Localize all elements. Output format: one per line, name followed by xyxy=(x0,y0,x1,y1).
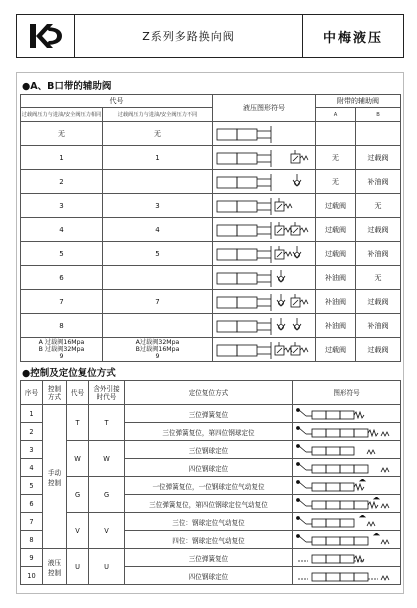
control-row xyxy=(21,405,401,423)
code-diff-cell xyxy=(103,266,213,290)
control-symbol-icon xyxy=(294,497,394,511)
code-cell: U xyxy=(67,549,89,585)
seq-cell: 7 xyxy=(21,513,43,531)
aux-a-header: A xyxy=(316,108,356,122)
control-symbol-cell xyxy=(293,567,401,585)
aux-a-cell: 补油阀 xyxy=(316,314,356,338)
document-title: Z系列多路换向阀 xyxy=(75,15,303,57)
control-symbol-cell xyxy=(293,405,401,423)
aux-valve-row xyxy=(21,170,401,194)
seq-cell: 9 xyxy=(21,549,43,567)
ext-code-cell: W xyxy=(89,441,125,477)
control-symbol-icon xyxy=(294,461,394,475)
method-cell: 三位弹簧复位，第四位钢球定位气动复位 xyxy=(125,495,293,513)
control-symbol-cell xyxy=(293,423,401,441)
control-method-table xyxy=(20,380,401,585)
control-symbol-icon xyxy=(294,569,394,583)
aux-b-cell: 补油阀 xyxy=(356,314,401,338)
ext-code-cell: G xyxy=(89,477,125,513)
symbol-cell xyxy=(213,290,316,314)
seq-cell: 10 xyxy=(21,567,43,585)
control-symbol-icon xyxy=(294,533,394,547)
code-diff-cell: 7 xyxy=(103,290,213,314)
code-diff-cell xyxy=(103,314,213,338)
code-diff-cell: A过载阀32Mpa B过载阀16Mpa 9 xyxy=(103,338,213,362)
code-same-cell: 8 xyxy=(21,314,103,338)
symbol-cell xyxy=(213,242,316,266)
aux-b-cell: 过载阀 xyxy=(356,218,401,242)
aux-a-cell: 补油阀 xyxy=(316,290,356,314)
symbol-cell xyxy=(213,194,316,218)
code-same-cell: 2 xyxy=(21,170,103,194)
hydraulic-symbol-icon xyxy=(215,124,311,144)
code-cell: G xyxy=(67,477,89,513)
control-symbol-cell xyxy=(293,513,401,531)
code-same-cell: 4 xyxy=(21,218,103,242)
code-header: 代号 xyxy=(67,381,89,405)
code-cell: V xyxy=(67,513,89,549)
hydraulic-symbol-icon xyxy=(215,340,311,360)
aux-a-cell: 过载阀 xyxy=(316,338,356,362)
control-symbol-cell xyxy=(293,477,401,495)
ext-code-cell: V xyxy=(89,513,125,549)
document-header xyxy=(16,14,404,58)
symbol-header: 图形符号 xyxy=(293,381,401,405)
hydraulic-symbol-icon xyxy=(215,292,311,312)
kd-logo-icon xyxy=(27,21,65,51)
seq-cell: 8 xyxy=(21,531,43,549)
aux-valve-table xyxy=(20,94,401,362)
seq-cell: 1 xyxy=(21,405,43,423)
method-cell: 三位钢球定位 xyxy=(125,441,293,459)
aux-a-cell: 补油阀 xyxy=(316,266,356,290)
hydraulic-symbol-icon xyxy=(215,220,311,240)
code-diff-cell: 无 xyxy=(103,122,213,146)
symbol-cell xyxy=(213,266,316,290)
code-cell: T xyxy=(67,405,89,441)
aux-b-cell: 无 xyxy=(356,194,401,218)
control-row xyxy=(21,549,401,567)
code-diff-cell: 4 xyxy=(103,218,213,242)
code-cell: W xyxy=(67,441,89,477)
code-diff-cell: 5 xyxy=(103,242,213,266)
section1-title: ●A、B口带的辅助阀 xyxy=(22,81,112,92)
aux-valve-row xyxy=(21,146,401,170)
aux-header: 附带的辅助阀 xyxy=(316,95,401,108)
aux-b-cell: 补油阀 xyxy=(356,242,401,266)
code-sub2-header: 过载阀压力与进油/安全阀压力不同 xyxy=(103,108,213,122)
aux-b-cell: 过载阀 xyxy=(356,338,401,362)
code-same-cell: 无 xyxy=(21,122,103,146)
hydraulic-symbol-icon xyxy=(215,172,311,192)
aux-a-cell: 过载阀 xyxy=(316,242,356,266)
aux-b-cell: 过载阀 xyxy=(356,146,401,170)
method-cell: 三位弹簧复位 xyxy=(125,549,293,567)
hydraulic-symbol-icon xyxy=(215,244,311,264)
control-symbol-icon xyxy=(294,479,394,493)
control-symbol-icon xyxy=(294,425,394,439)
aux-valve-row xyxy=(21,194,401,218)
control-method-cell: 液压 控制 xyxy=(43,549,67,585)
hydraulic-symbol-icon xyxy=(215,268,311,288)
code-diff-cell: 1 xyxy=(103,146,213,170)
control-symbol-cell xyxy=(293,459,401,477)
code-same-cell: 7 xyxy=(21,290,103,314)
ext-code-cell: T xyxy=(89,405,125,441)
hydraulic-symbol-icon xyxy=(215,196,311,216)
aux-valve-row xyxy=(21,266,401,290)
aux-b-cell xyxy=(356,122,401,146)
aux-valve-row xyxy=(21,122,401,146)
seq-cell: 6 xyxy=(21,495,43,513)
control-symbol-icon xyxy=(294,443,394,457)
hydraulic-symbol-icon xyxy=(215,148,311,168)
aux-a-cell: 过载阀 xyxy=(316,194,356,218)
aux-a-cell: 无 xyxy=(316,170,356,194)
aux-valve-row xyxy=(21,242,401,266)
aux-b-cell: 补油阀 xyxy=(356,170,401,194)
control-symbol-icon xyxy=(294,407,394,421)
control-row xyxy=(21,513,401,531)
logo-cell xyxy=(17,15,75,57)
control-symbol-icon xyxy=(294,551,394,565)
control-header: 控制 方式 xyxy=(43,381,67,405)
symbol-cell xyxy=(213,314,316,338)
aux-valve-row xyxy=(21,314,401,338)
control-method-cell: 手动 控制 xyxy=(43,405,67,549)
method-cell: 四位钢球定位 xyxy=(125,567,293,585)
seq-cell: 4 xyxy=(21,459,43,477)
code-diff-cell: 3 xyxy=(103,194,213,218)
aux-b-cell: 无 xyxy=(356,266,401,290)
symbol-cell xyxy=(213,170,316,194)
method-cell: 一位弹簧复位，一位钢球定位气动复位 xyxy=(125,477,293,495)
control-symbol-cell xyxy=(293,531,401,549)
aux-a-cell: 无 xyxy=(316,146,356,170)
method-cell: 三位：钢球定位气动复位 xyxy=(125,513,293,531)
code-same-cell: 3 xyxy=(21,194,103,218)
code-same-cell: 5 xyxy=(21,242,103,266)
seq-cell: 5 xyxy=(21,477,43,495)
control-row xyxy=(21,477,401,495)
code-header: 代号 xyxy=(21,95,213,108)
symbol-cell xyxy=(213,122,316,146)
aux-b-header: B xyxy=(356,108,401,122)
control-symbol-cell xyxy=(293,495,401,513)
section2-title: ●控制及定位复位方式 xyxy=(22,368,116,379)
aux-a-cell: 过载阀 xyxy=(316,218,356,242)
code-same-cell: 1 xyxy=(21,146,103,170)
control-symbol-cell xyxy=(293,549,401,567)
aux-valve-row xyxy=(21,218,401,242)
code-sub1-header: 过载阀压力与进油/安全阀压力相同 xyxy=(21,108,103,122)
control-symbol-icon xyxy=(294,515,394,529)
code-diff-cell xyxy=(103,170,213,194)
method-cell: 四位钢球定位 xyxy=(125,459,293,477)
control-symbol-cell xyxy=(293,441,401,459)
method-header: 定位复位方式 xyxy=(125,381,293,405)
aux-valve-row xyxy=(21,290,401,314)
code-same-cell: A 过载阀16Mpa B 过载阀32Mpa 9 xyxy=(21,338,103,362)
aux-valve-row xyxy=(21,338,401,362)
control-row xyxy=(21,441,401,459)
code-same-cell: 6 xyxy=(21,266,103,290)
method-cell: 三位弹簧复位，第四位钢球定位 xyxy=(125,423,293,441)
ext-code-header: 含外引接 时代号 xyxy=(89,381,125,405)
aux-b-cell: 过载阀 xyxy=(356,290,401,314)
seq-header: 序号 xyxy=(21,381,43,405)
brand-name: 中梅液压 xyxy=(322,30,383,46)
symbol-cell xyxy=(213,218,316,242)
method-cell: 四位：钢球定位气动复位 xyxy=(125,531,293,549)
symbol-header: 液压图形符号 xyxy=(213,95,316,122)
seq-cell: 3 xyxy=(21,441,43,459)
symbol-cell xyxy=(213,338,316,362)
aux-a-cell xyxy=(316,122,356,146)
hydraulic-symbol-icon xyxy=(215,316,311,336)
symbol-cell xyxy=(213,146,316,170)
ext-code-cell: U xyxy=(89,549,125,585)
method-cell: 三位弹簧复位 xyxy=(125,405,293,423)
seq-cell: 2 xyxy=(21,423,43,441)
